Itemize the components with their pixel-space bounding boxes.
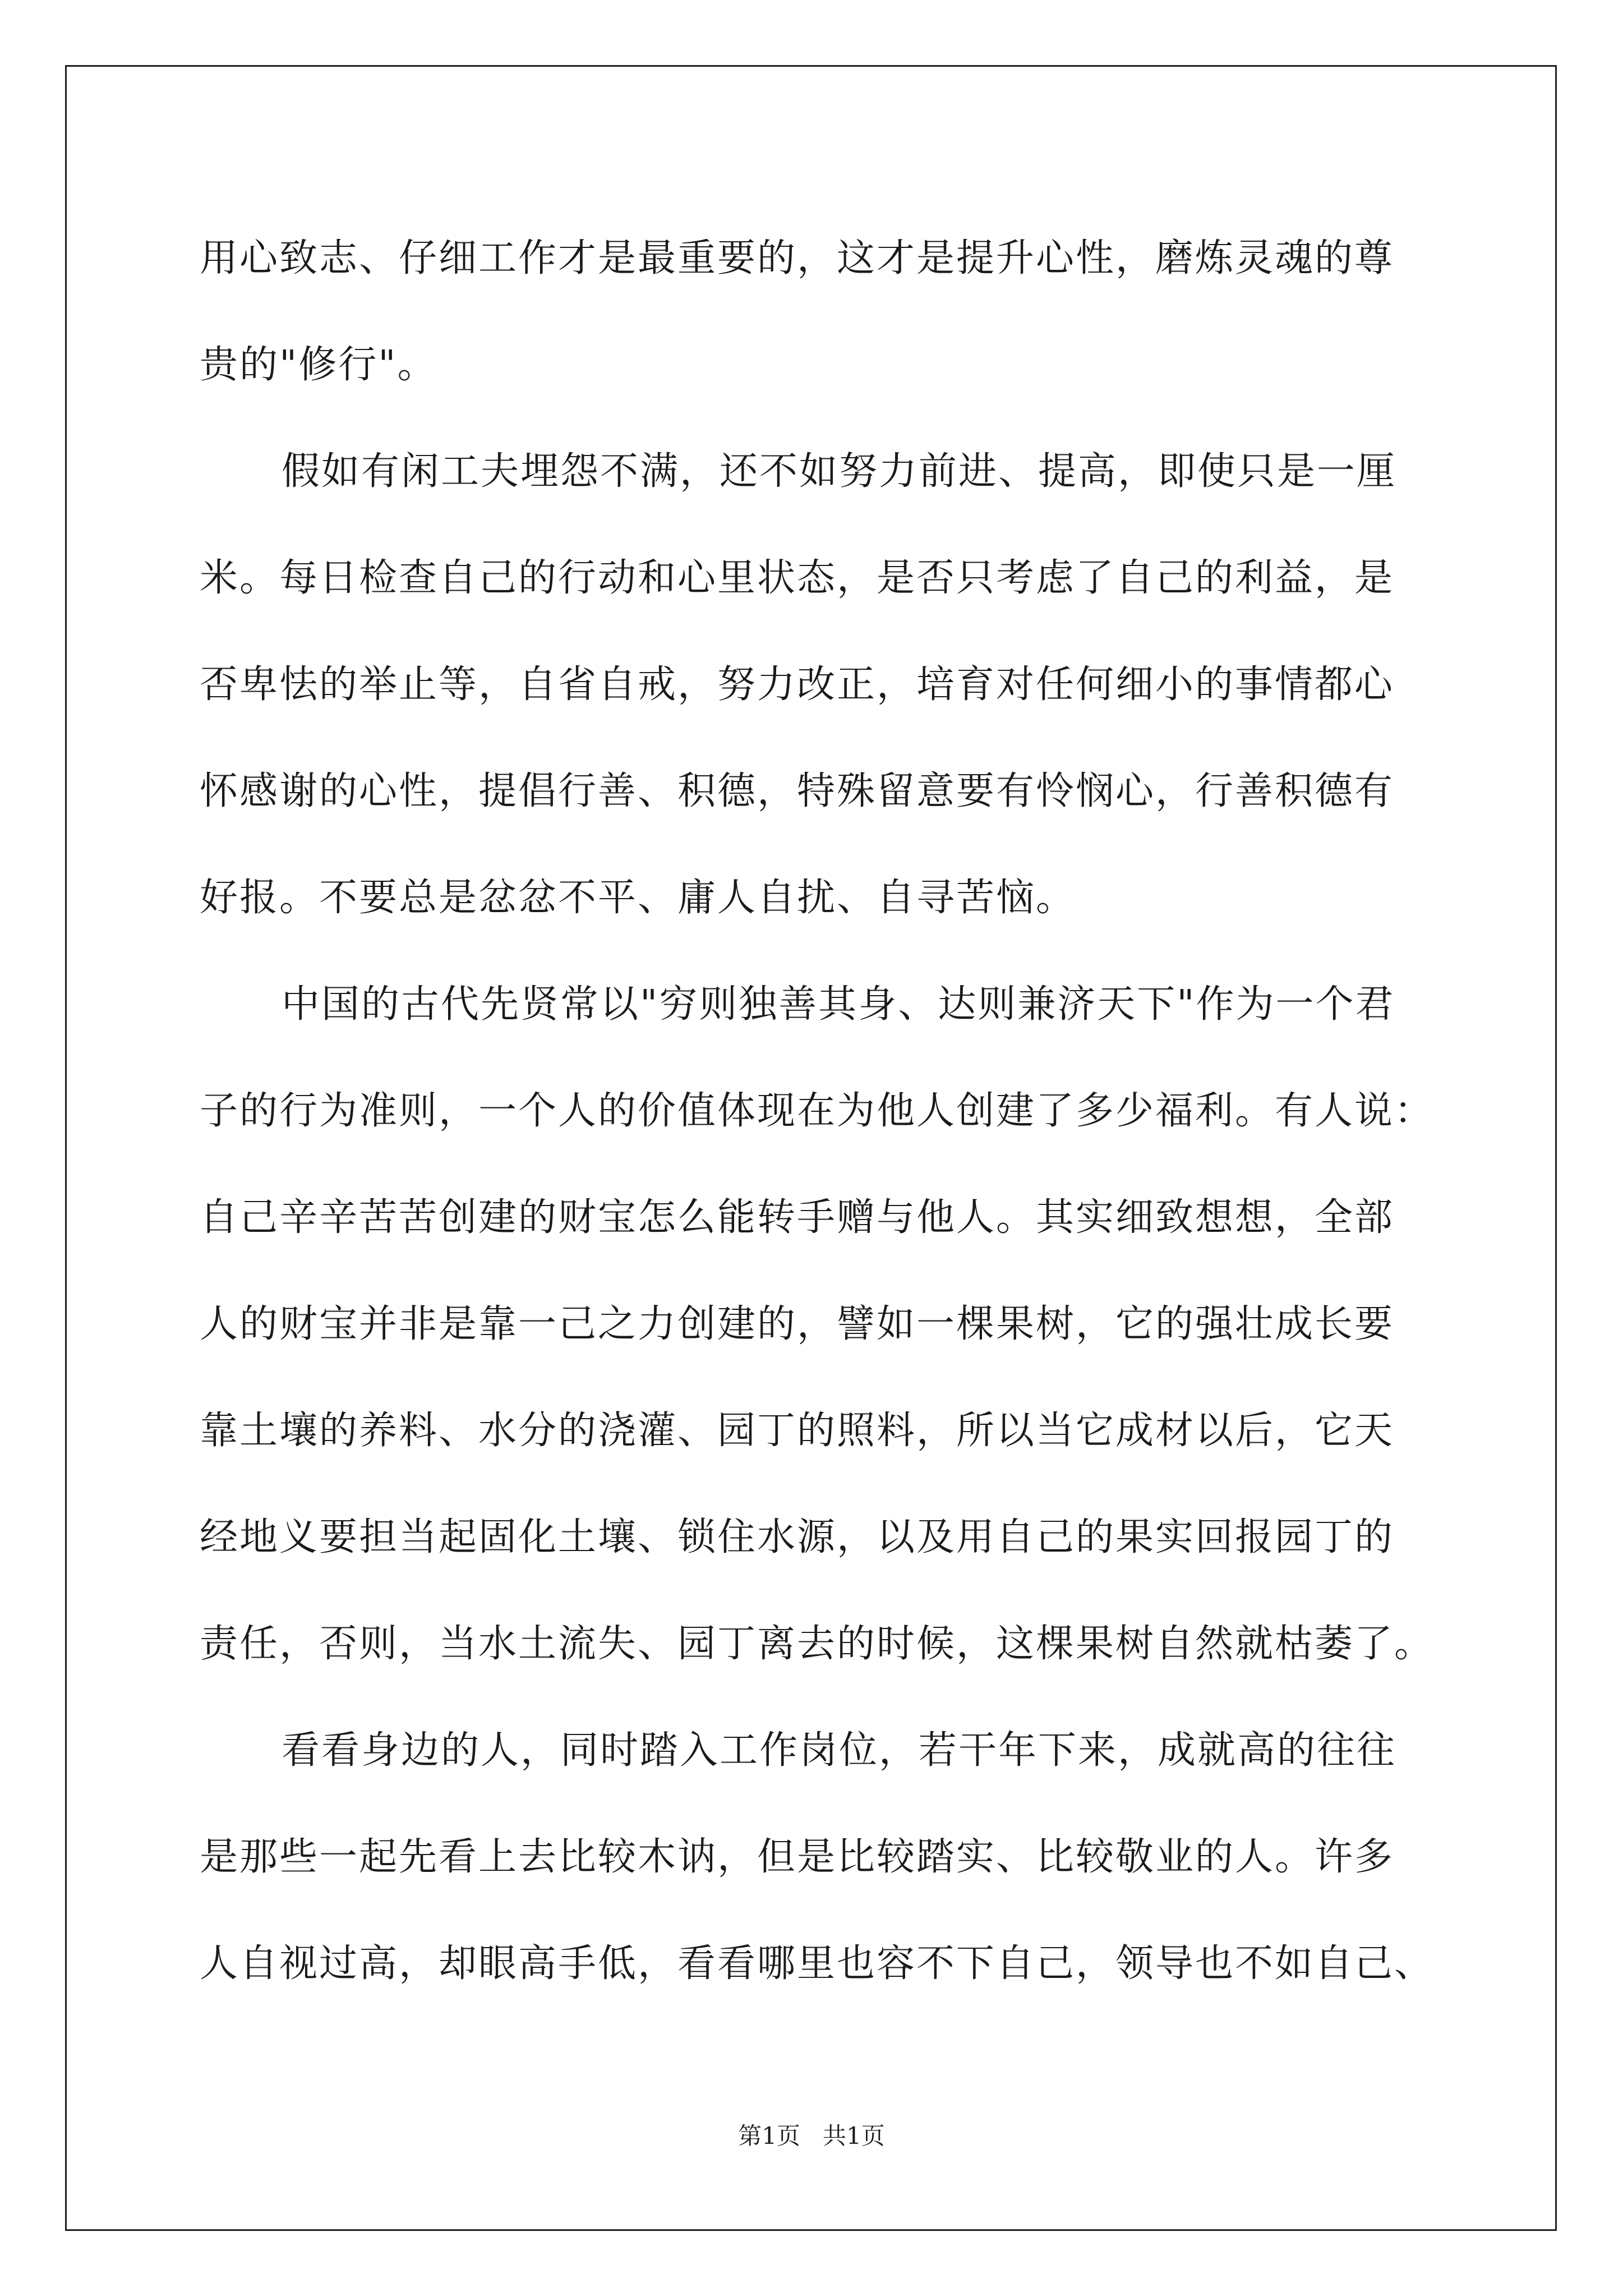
text-line: 否卑怯的举止等，自省自戒，努力改正，培育对任何细小的事情都心 <box>200 662 1395 707</box>
text-line: 贵的"修行"。 <box>200 343 437 387</box>
text-line: 是那些一起先看上去比较木讷，但是比较踏实、比较敬业的人。许多 <box>200 1835 1395 1879</box>
paragraph-start-line: 看看身边的人，同时踏入工作岗位，若干年下来，成就高的往往 <box>282 1728 1397 1773</box>
page-footer: 第1页 共1页 <box>738 2122 885 2150</box>
text-line: 人的财宝并非是靠一己之力创建的，譬如一棵果树，它的强壮成长要 <box>200 1302 1395 1346</box>
text-line: 用心致志、仔细工作才是最重要的，这才是提升心性，磨炼灵魂的尊 <box>200 236 1395 280</box>
text-line: 经地义要担当起固化土壤、锁住水源，以及用自己的果实回报园丁的 <box>200 1515 1395 1559</box>
paragraph-start-line: 假如有闲工夫埋怨不满，还不如努力前进、提高，即使只是一厘 <box>282 449 1397 494</box>
text-line: 好报。不要总是忿忿不平、庸人自扰、自寻苦恼。 <box>200 876 1076 920</box>
text-line: 怀感谢的心性，提倡行善、积德，特殊留意要有怜悯心，行善积德有 <box>200 769 1395 813</box>
text-line: 自己辛辛苦苦创建的财宝怎么能转手赠与他人。其实细致想想，全部 <box>200 1195 1395 1240</box>
text-line: 靠土壤的养料、水分的浇灌、园丁的照料，所以当它成材以后，它天 <box>200 1409 1395 1453</box>
document-body <box>200 205 1433 2017</box>
paragraph-start-line: 中国的古代先贤常以"穷则独善其身、达则兼济天下"作为一个君 <box>282 982 1395 1027</box>
text-line: 米。每日检查自己的行动和心里状态，是否只考虑了自己的利益，是 <box>200 556 1395 600</box>
text-line: 子的行为准则，一个人的价值体现在为他人创建了多少福利。有人说： <box>200 1089 1435 1133</box>
text-line: 人自视过高，却眼高手低，看看哪里也容不下自己，领导也不如自己、 <box>200 1941 1435 1986</box>
text-line: 责任，否则，当水土流失、园丁离去的时候，这棵果树自然就枯萎了。 <box>200 1622 1435 1666</box>
